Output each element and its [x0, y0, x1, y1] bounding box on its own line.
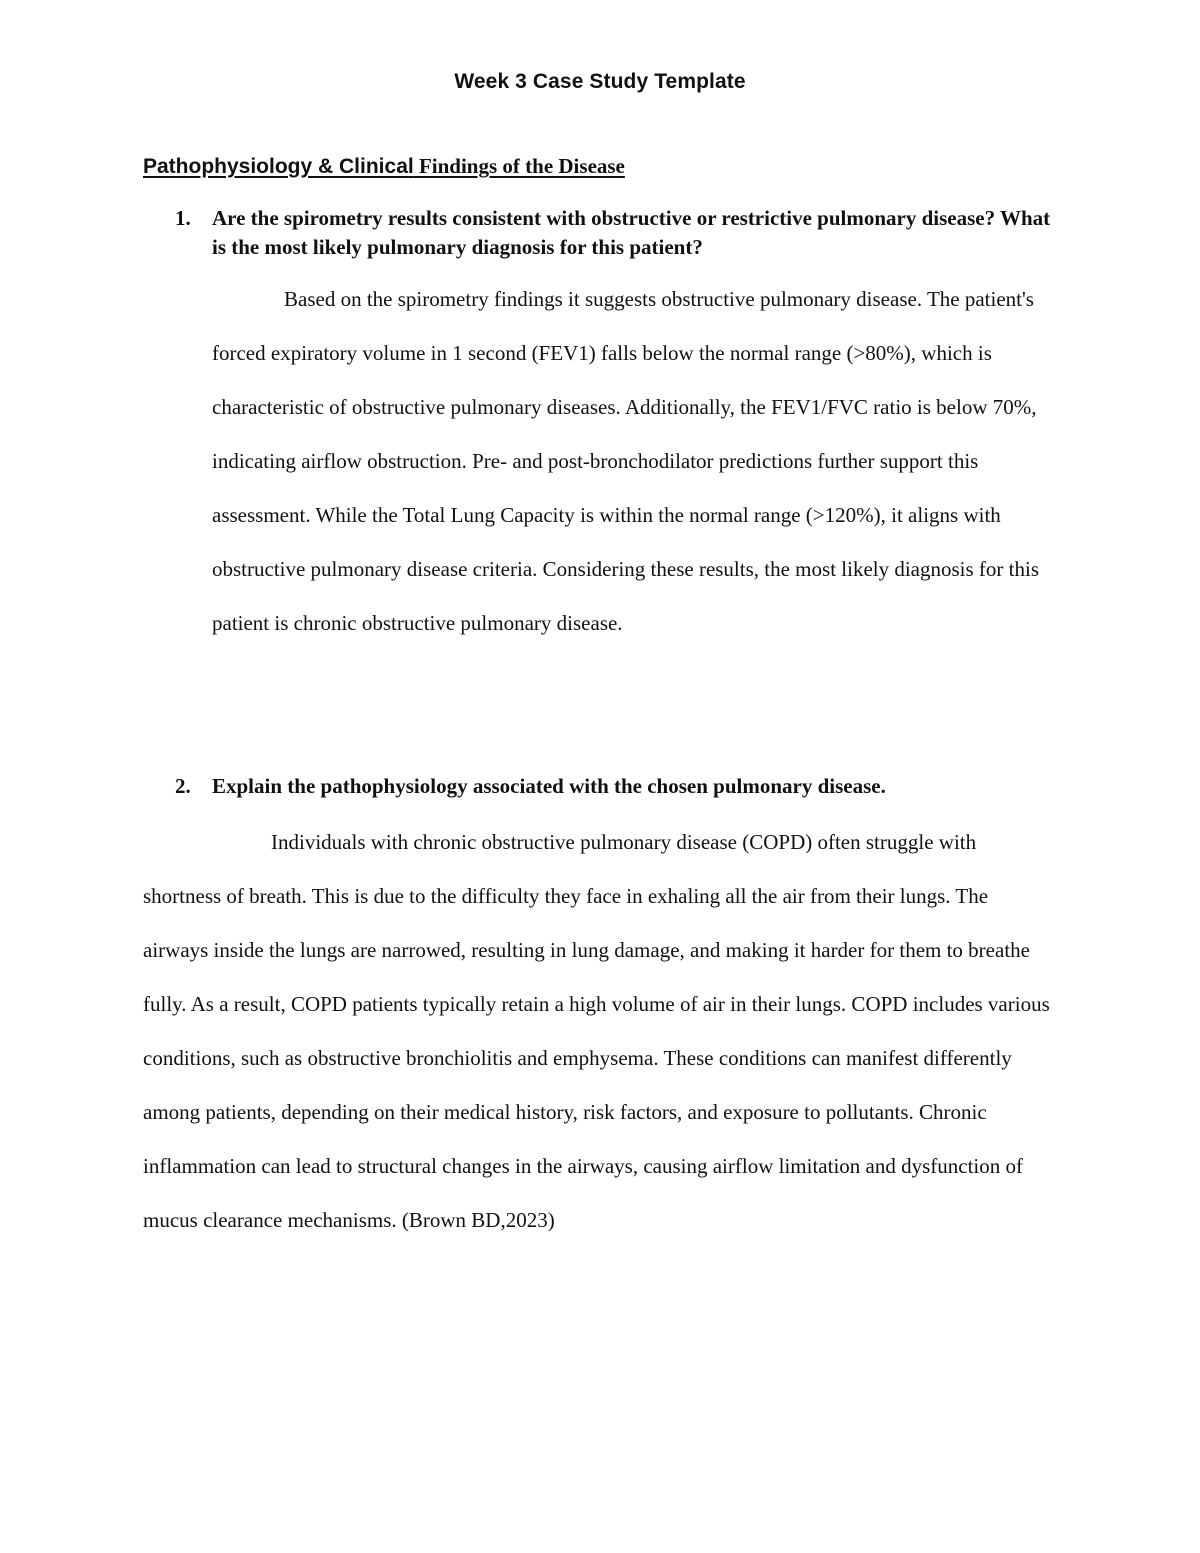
question-2-text: Explain the pathophysiology associated with the chosen pulmonary disease. — [212, 774, 886, 798]
document-title: Week 3 Case Study Template — [454, 70, 746, 93]
section-heading-part1: Pathophysiology & Clinical — [143, 155, 414, 178]
question-1 — [175, 204, 1055, 262]
section-heading-part2: Findings of the Disease — [413, 154, 625, 178]
answer-2-paragraph: Individuals with chronic obstructive pulmonary disease (COPD) often struggle with shortness of breath. This is due to the difficulty they face in exhaling all the air from their lungs. The airways inside the lungs are narrowed, resulting in lung damage, and making it harder for them to breathe fully. As a result, COPD patients typically retain a high volume of air in their lungs. COPD includes various conditions, such as obstructive bronchiolitis and emphysema. These conditions can manifest differently among patients, depending on their medical history, risk factors, and exposure to pollutants. Chronic inflammation can lead to structural changes in the airways, causing airflow limitation and dysfunction of mucus clearance mechanisms. (Brown BD,2023) — [143, 830, 1050, 1232]
section-heading — [143, 154, 625, 179]
question-1-text: Are the spirometry results consistent with obstructive or restrictive pulmonary disease? What is the most likely pulmonary diagnosis for this patient? — [212, 206, 1051, 259]
question-1-number: 1. — [175, 206, 191, 230]
question-2-number: 2. — [175, 774, 191, 798]
answer-1-paragraph: Based on the spirometry findings it suggests obstructive pulmonary disease. The patient's forced expiratory volume in 1 second (FEV1) falls below the normal range (>80%), which is characteristic of obstructive pulmonary diseases. Additionally, the FEV1/FVC ratio is below 70%, indicating airflow obstruction. Pre- and post-bronchodilator predictions further support this assessment. While the Total Lung Capacity is within the normal range (>120%), it aligns with obstructive pulmonary disease criteria. Considering these results, the most likely diagnosis for this patient is chronic obstructive pulmonary disease. — [212, 287, 1040, 635]
question-2 — [175, 772, 1055, 801]
